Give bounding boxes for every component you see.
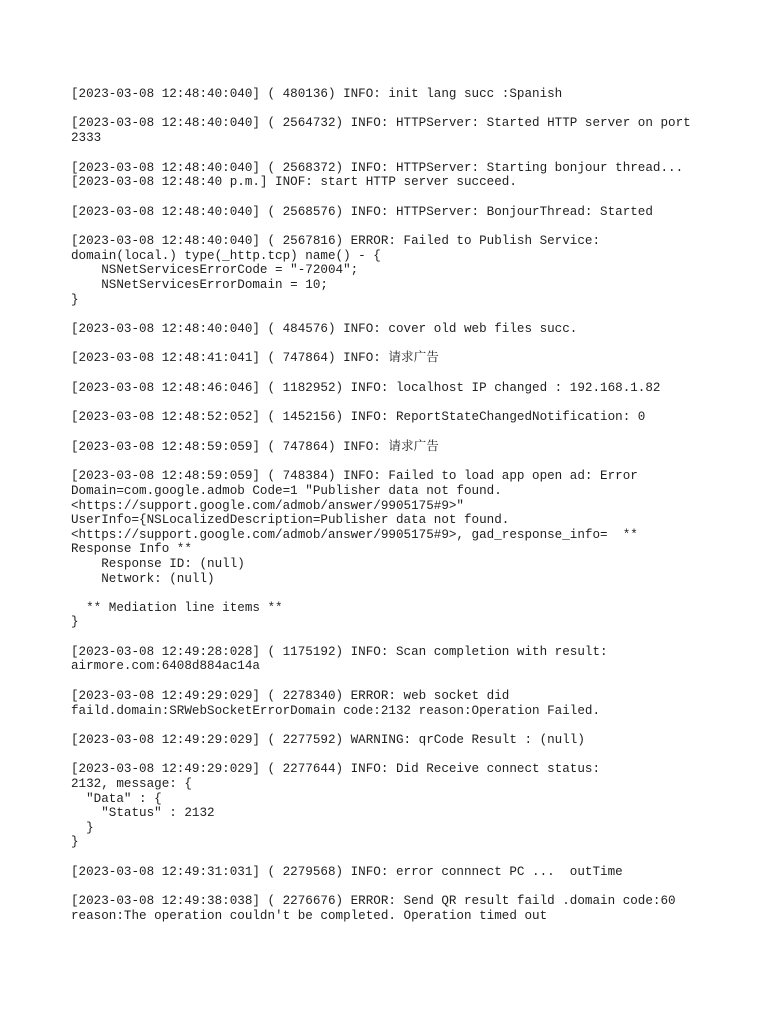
log-entry-send-qr-error: [2023-03-08 12:49:38:038] ( 2276676) ERROR: Send QR result faild .domain code:60 reason:The operation couldn't be completed. Operation timed out [71, 894, 676, 923]
log-entry-connect-status: [2023-03-08 12:49:29:029] ( 2277644) INFO: Did Receive connect status: 2132, message: { "Data" : { "Status" : 2132 } } [71, 762, 601, 850]
log-entry-init-lang: [2023-03-08 12:48:40:040] ( 480136) INFO: init lang succ :Spanish [71, 87, 563, 101]
log-document [71, 87, 731, 938]
log-entry-request-ad-1: [2023-03-08 12:48:41:041] ( 747864) INFO: 请求广告 [71, 351, 439, 366]
log-entry-http-started: [2023-03-08 12:48:40:040] ( 2564732) INFO: HTTPServer: Started HTTP server on port 2333 [71, 116, 691, 146]
log-entry-request-ad-2: [2023-03-08 12:48:59:059] ( 747864) INFO: 请求广告 [71, 439, 439, 454]
log-entry-ip-changed: [2023-03-08 12:48:46:046] ( 1182952) INFO: localhost IP changed : 192.168.1.82 [71, 380, 661, 395]
log-entry-bonjour-started: [2023-03-08 12:48:40:040] ( 2568576) INFO: HTTPServer: BonjourThread: Started [71, 204, 653, 219]
log-entry-report-state: [2023-03-08 12:48:52:052] ( 1452156) INFO: ReportStateChangedNotification: 0 [71, 410, 646, 425]
log-entry-cover-web-files: [2023-03-08 12:48:40:040] ( 484576) INFO: cover old web files succ. [71, 321, 578, 336]
log-entry-websocket-error: [2023-03-08 12:49:29:029] ( 2278340) ERROR: web socket did faild.domain:SRWebSocketErrorDomain code:2132 reason:Operation Failed. [71, 688, 601, 718]
log-entry-qrcode-warning: [2023-03-08 12:49:29:029] ( 2277592) WARNING: qrCode Result : (null) [71, 732, 585, 747]
log-entry-connect-timeout: [2023-03-08 12:49:31:031] ( 2279568) INFO: error connnect PC ... outTime [71, 864, 623, 879]
log-entry-http-succeed: [2023-03-08 12:48:40 p.m.] INOF: start HTTP server succeed. [71, 175, 517, 190]
log-entry-ad-load-failed: [2023-03-08 12:48:59:059] ( 748384) INFO: Failed to load app open ad: Error Domain=com.google.admob Code=1 "Publisher data not found. <https://support.google.com/admob/answer/9905175#9>" UserInfo={NSLocalizedDescription=Publisher data not found. <https://support.google.com/admob/answer/9905175#9>, gad_response_info= ** Response Info ** Response ID: (null) Network: (null) ** Mediation line items ** } [71, 469, 638, 630]
log-entry-publish-error: [2023-03-08 12:48:40:040] ( 2567816) ERROR: Failed to Publish Service: domain(local.) type(_http.tcp) name() - { NSNetServicesErrorCode = "-72004"; NSNetServicesErrorDomain = 10; } [71, 234, 601, 307]
log-entry-bonjour-starting: [2023-03-08 12:48:40:040] ( 2568372) INFO: HTTPServer: Starting bonjour thread... [71, 160, 684, 175]
log-entry-scan-completion: [2023-03-08 12:49:28:028] ( 1175192) INFO: Scan completion with result: airmore.com:6408d884ac14a [71, 644, 608, 674]
